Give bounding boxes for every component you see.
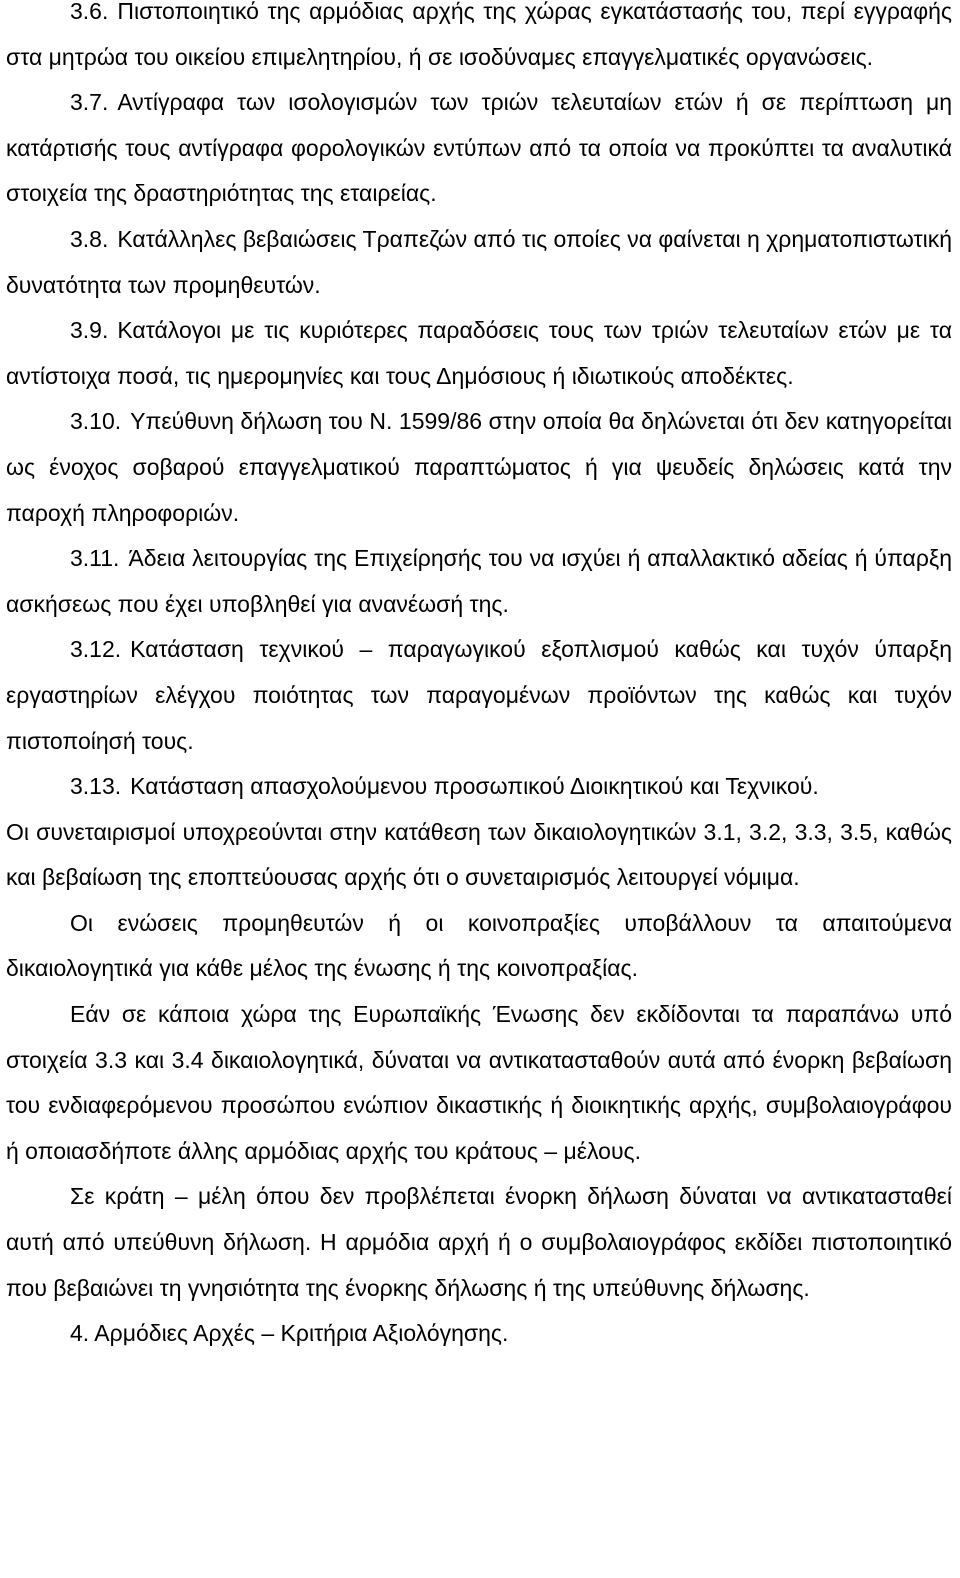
paragraph-cooperatives: Οι συνεταιρισμοί υποχρεούνται στην κατάθεση των δικαιολογητικών 3.1, 3.2, 3.3, 3.5, καθώς και βεβαίωση της εποπτεύουσας αρχής ότι ο συνεταιρισμός λειτουργεί νόμιμα.	[6, 818, 952, 891]
clause-number: 3.10.	[70, 408, 122, 435]
clause-text: Κατάσταση τεχνικού – παραγωγικού εξοπλισμού καθώς και τυχόν ύπαρξη εργαστηρίων ελέγχου ποιότητας των παραγομένων προϊόντων της καθώς και τυχόν πιστοποίησή τους.	[6, 636, 952, 754]
clause-text: Κατάλογοι με τις κυριότερες παραδόσεις τους των τριών τελευταίων ετών με τα αντίστοιχα ποσά, τις ημερομηνίες και τους Δημόσιους ή ιδιωτικούς αποδέκτες.	[6, 317, 952, 389]
clause-number: 3.12.	[70, 636, 122, 663]
clause-text: Κατάλληλες βεβαιώσεις Τραπεζών από τις οποίες να φαίνεται η χρηματοπιστωτική δυνατότητα των προμηθευτών.	[6, 225, 952, 298]
paragraph-eu-countries: Εάν σε κάποια χώρα της Ευρωπαϊκής Ένωσης δεν εκδίδονται τα παραπάνω υπό στοιχεία 3.3 και 3.4 δικαιολογητικά, δύναται να αντικατασταθούν αυτά από ένορκη βεβαίωση του ενδιαφερόμενου προσώπου ενώπιον δικαστικής ή διοικητικής αρχής, συμβολαιογράφου ή οποιασδήποτε άλλης αρμόδιας αρχής του κράτους – μέλους.	[6, 1001, 952, 1164]
document-page	[6, 0, 952, 1357]
clause-number: 3.11.	[70, 545, 120, 572]
clause-text: Κατάσταση απασχολούμενου προσωπικού Διοικητικού και Τεχνικού.	[130, 773, 819, 800]
clause-3-11	[6, 536, 952, 627]
clause-number: 3.7.	[70, 89, 109, 116]
clause-text: Πιστοποιητικό της αρμόδιας αρχής της χώρας εγκατάστασής του, περί εγγραφής στα μητρώα του οικείου επιμελητηρίου, ή σε ισοδύναμες επαγγελματικές οργανώσεις.	[6, 0, 952, 70]
clause-3-9	[6, 308, 952, 399]
clause-text: Αντίγραφα των ισολογισμών των τριών τελευταίων ετών ή σε περίπτωση μη κατάρτισής τους αντίγραφα φορολογικών εντύπων από τα οποία να προκύπτει τα αναλυτικά στοιχεία της δραστηριότητας της εταιρείας.	[6, 89, 952, 207]
clause-text: Άδεια λειτουργίας της Επιχείρησής του να ισχύει ή απαλλακτικό αδείας ή ύπαρξη ασκήσεως που έχει υποβληθεί για ανανέωσή της.	[6, 545, 952, 617]
clause-3-10	[6, 399, 952, 536]
clause-3-6	[6, 0, 952, 80]
clause-3-7	[6, 80, 952, 217]
clause-3-12	[6, 627, 952, 764]
clause-3-8	[6, 217, 952, 308]
clause-number: 3.9.	[70, 317, 109, 344]
clause-number: 3.6.	[70, 0, 109, 24]
paragraph-member-states: Σε κράτη – μέλη όπου δεν προβλέπεται ένορκη δήλωση δύναται να αντικατασταθεί αυτή από υπεύθυνη δήλωση. Η αρμόδια αρχή ή ο συμβολαιογράφος εκδίδει πιστοποιητικό που βεβαιώνει τη γνησιότητα της ένορκης δήλωσης ή της υπεύθυνης δήλωσης.	[6, 1183, 952, 1301]
paragraph-unions: Οι ενώσεις προμηθευτών ή οι κοινοπραξίες υποβάλλουν τα απαιτούμενα δικαιολογητικά για κάθε μέλος της ένωσης ή της κοινοπραξίας.	[6, 909, 952, 982]
clause-3-13	[6, 764, 952, 810]
clause-number: 3.13.	[70, 773, 122, 800]
section-heading: 4. Αρμόδιες Αρχές – Κριτήρια Αξιολόγησης.	[70, 1320, 509, 1347]
clause-number: 3.8.	[70, 225, 109, 252]
clause-text: Υπεύθυνη δήλωση του Ν. 1599/86 στην οποία θα δηλώνεται ότι δεν κατηγορείται ως ένοχος σοβαρού επαγγελματικού παραπτώματος ή για ψευδείς δηλώσεις κατά την παροχή πληροφοριών.	[6, 408, 952, 526]
